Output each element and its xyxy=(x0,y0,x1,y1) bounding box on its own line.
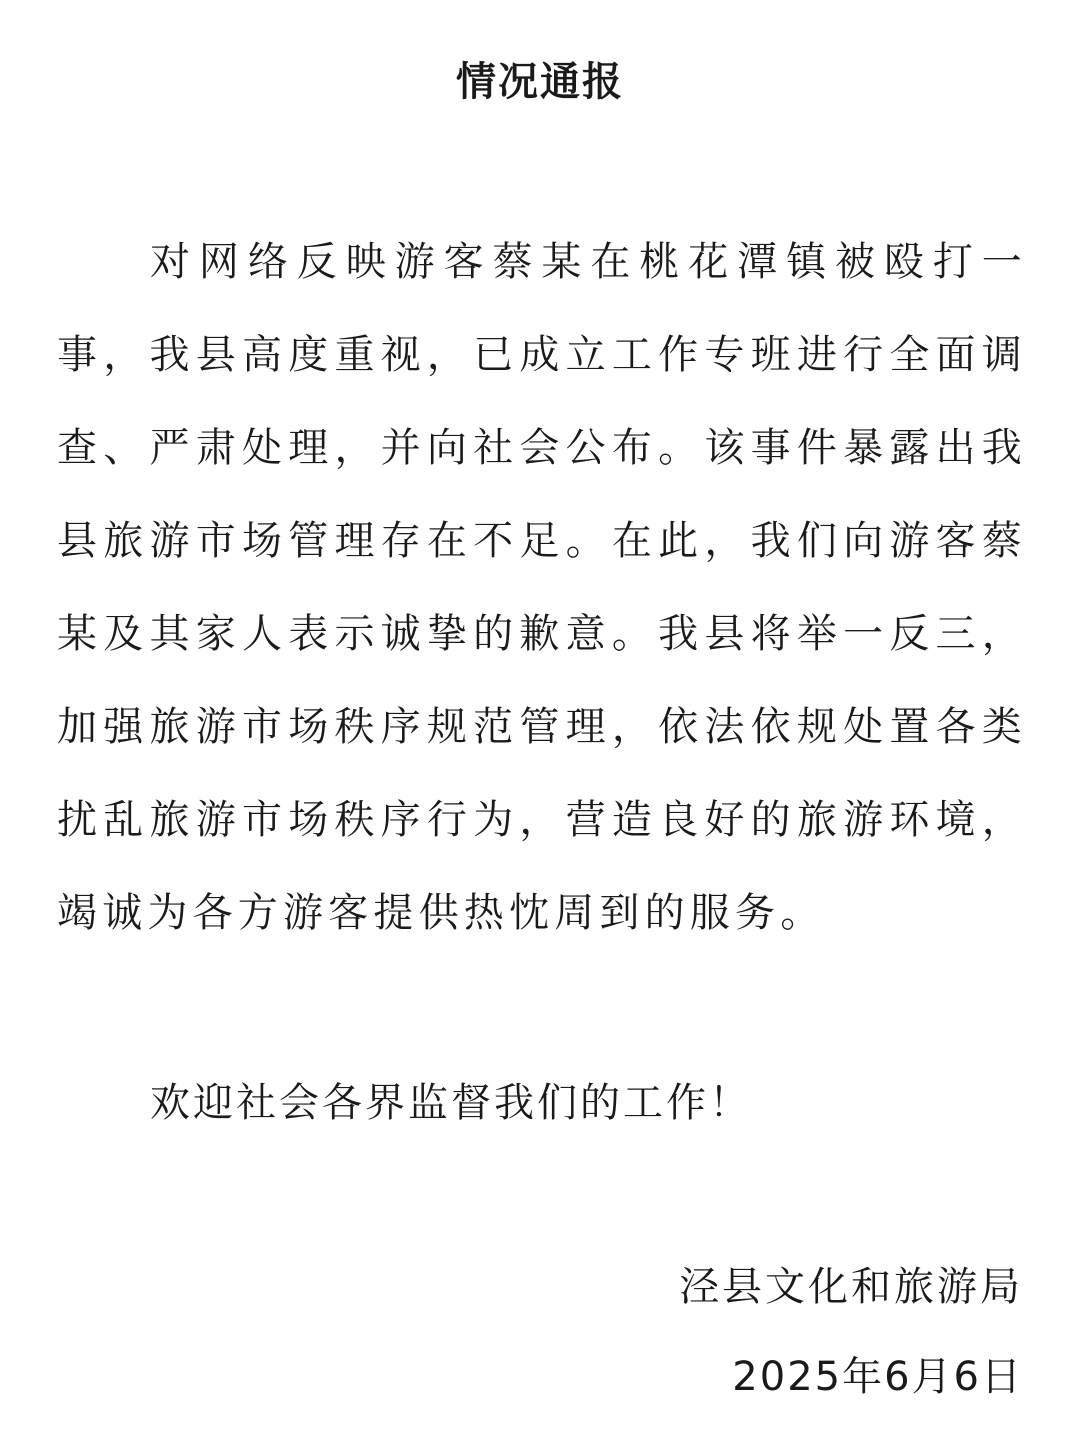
document-title: 情况通报 xyxy=(456,59,624,105)
closing-line: 欢迎社会各界监督我们的工作！ xyxy=(150,1080,752,1126)
issuer-signature: 泾县文化和旅游局 xyxy=(679,1264,1023,1310)
body-paragraph: 对网络反映游客蔡某在桃花潭镇被殴打一事，我县高度重视，已成立工作专班进行全面调查、严肃处理，并向社会公布。该事件暴露出我县旅游市场管理存在不足。在此，我们向游客蔡某及其家人表示诚挚的歉意。我县将举一反三，加强旅游市场秩序规范管理，依法依规处置各类扰乱旅游市场秩序行为，营造良好的旅游环境，竭诚为各方游客提供热忱周到的服务。 xyxy=(57,239,1027,936)
issue-date: 2025年6月6日 xyxy=(732,1354,1023,1400)
